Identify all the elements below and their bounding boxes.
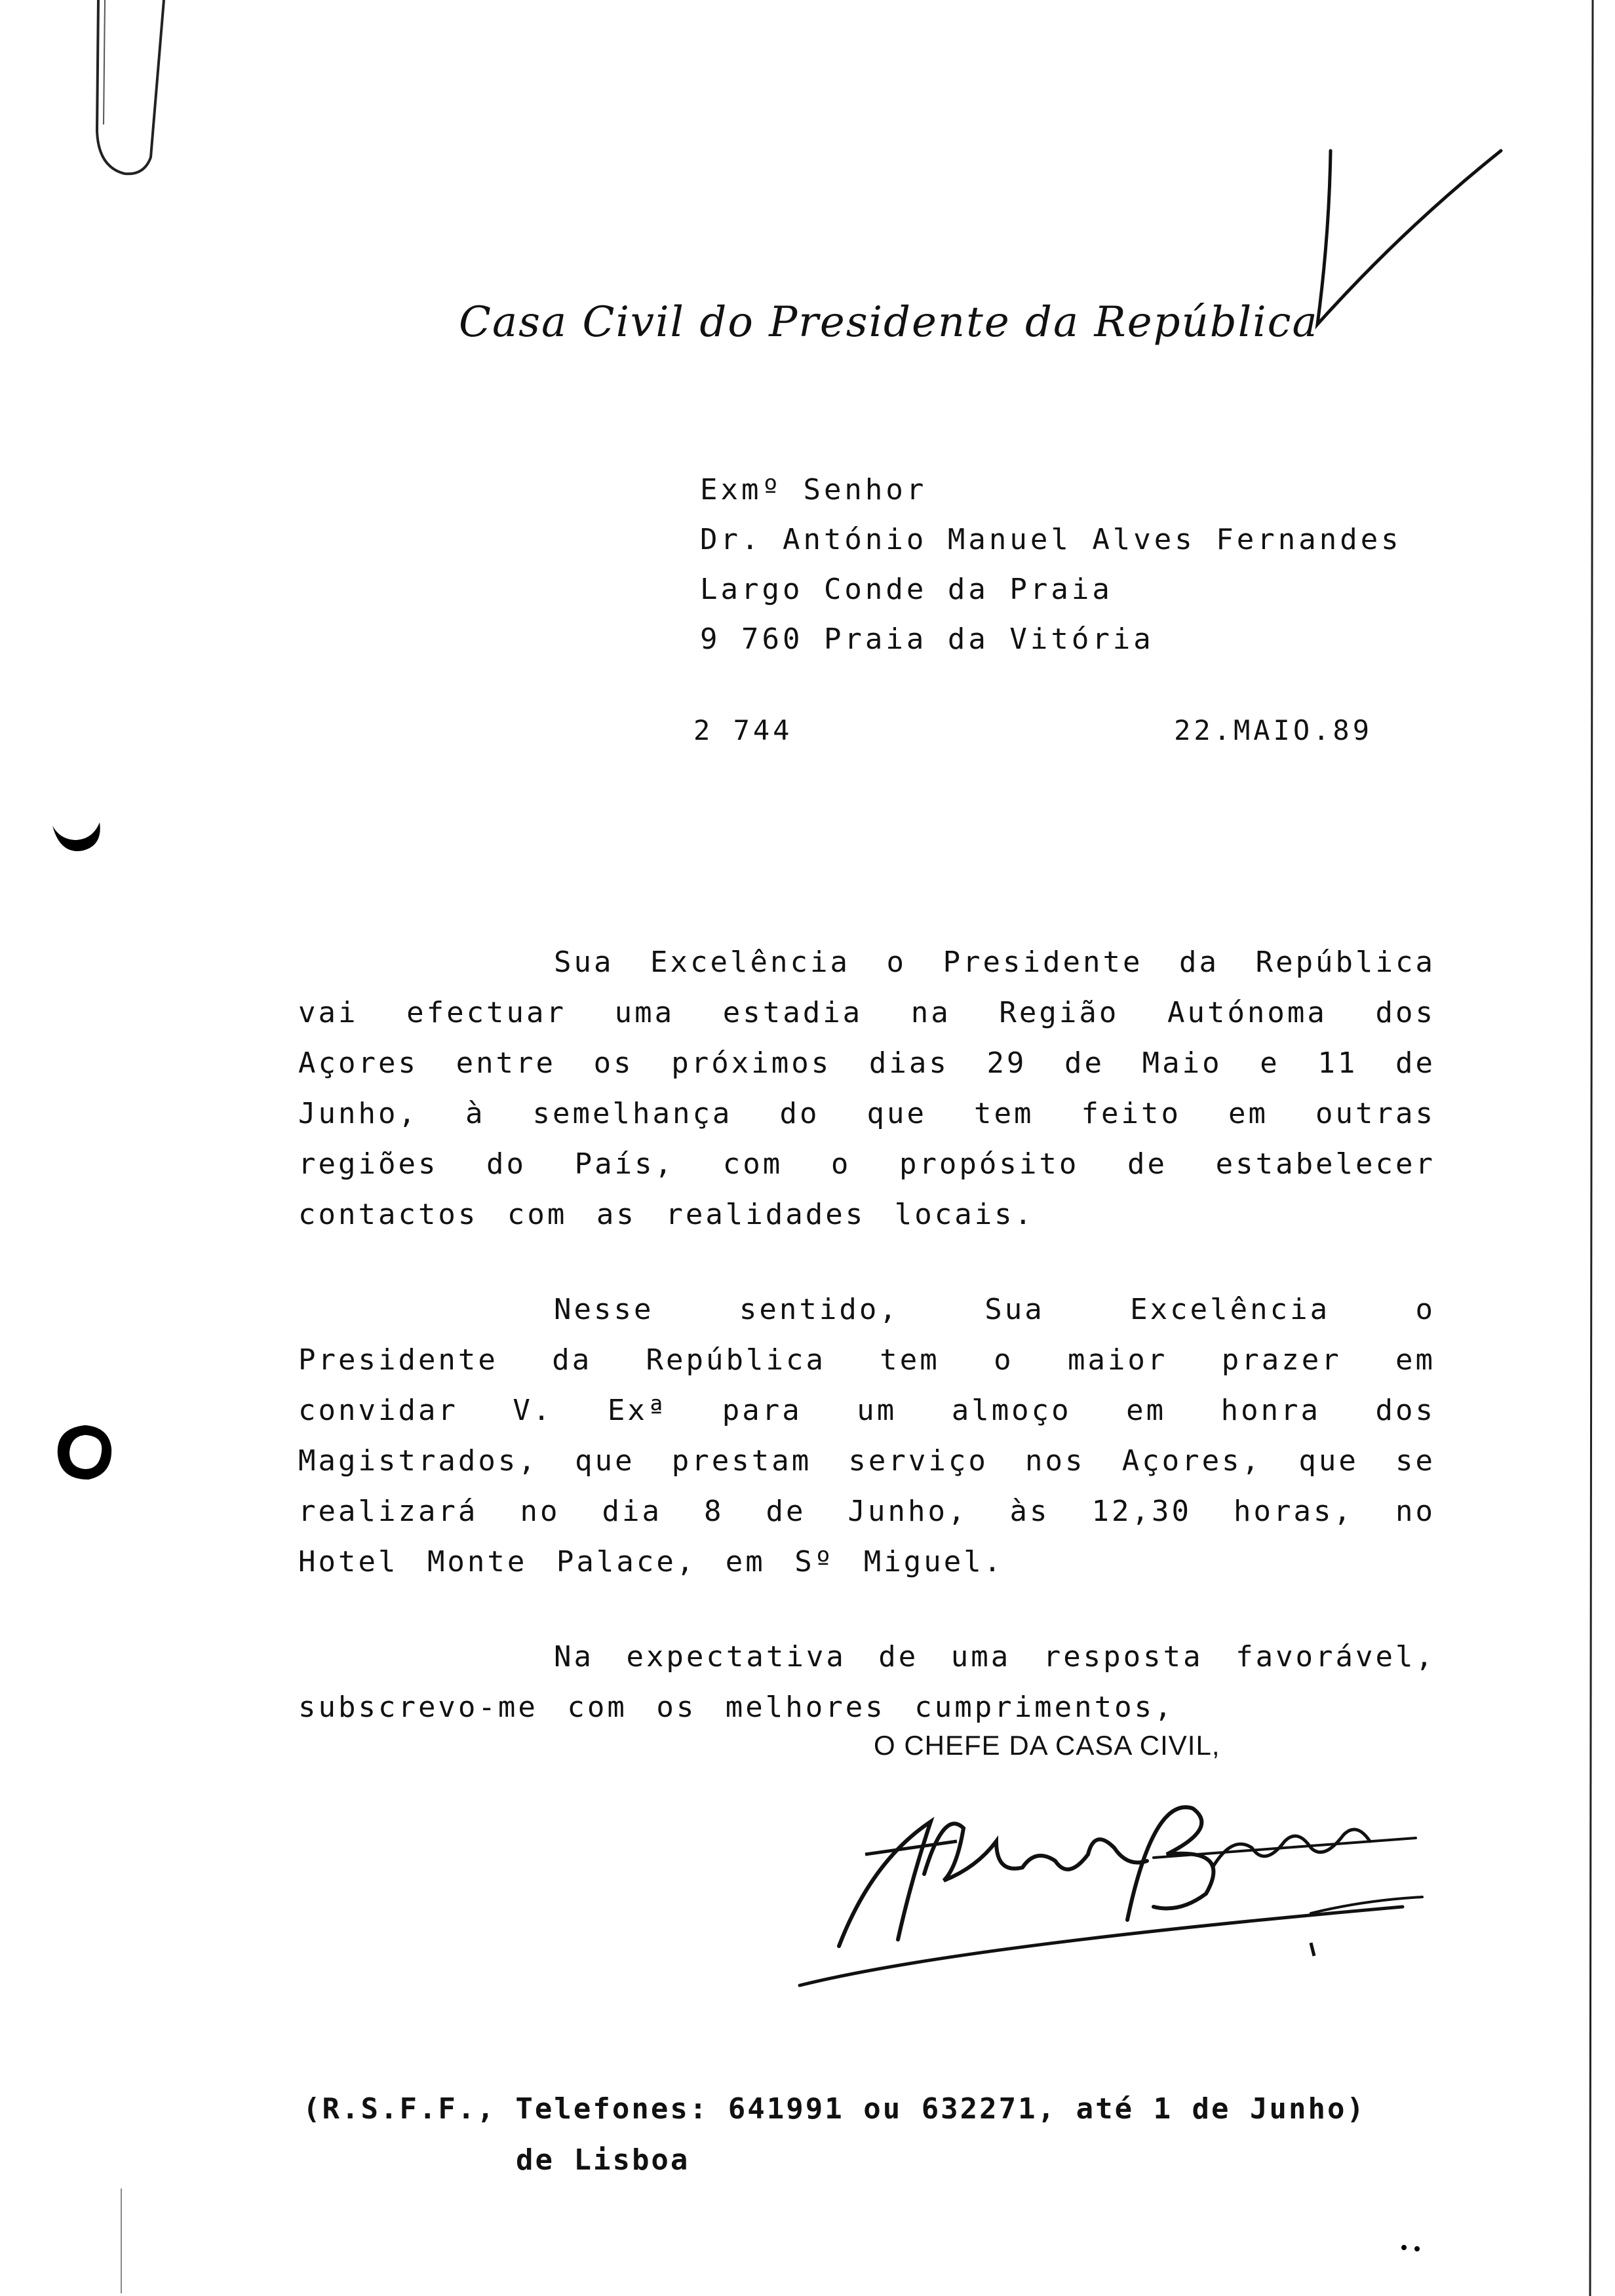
punch-hole-bottom	[52, 1422, 118, 1484]
letter-date: 22.MAIO.89	[1174, 714, 1372, 746]
recipient-salutation: Exmº Senhor	[700, 473, 927, 507]
letterhead: Casa Civil do Presidente da República	[459, 298, 1319, 347]
margin-line	[118, 2189, 125, 2293]
closing-title: O CHEFE DA CASA CIVIL,	[874, 1730, 1220, 1761]
clip-mark	[79, 0, 170, 183]
recipient-name: Dr. António Manuel Alves Fernandes	[700, 523, 1402, 556]
paragraph-2: Nesse sentido, Sua Excelência o Presidente da República tem o maior prazer em convidar V. Exª para um almoço em honra dos Magistrados, que prestam serviço nos Açores, que se realizará no dia 8 de Junho, às 12,30 horas, no Hotel Monte Palace, em Sº Miguel.	[298, 1293, 1435, 1578]
footer-line-2: de Lisboa	[516, 2143, 690, 2177]
page-edge-line	[1586, 0, 1599, 2296]
recipient-city: 9 760 Praia da Vitória	[700, 622, 1154, 656]
paragraph-3: Na expectativa de uma resposta favorável, subscrevo-me com os melhores cumprimentos,	[298, 1640, 1435, 1724]
letter-body	[298, 937, 1435, 1777]
paragraph-1: Sua Excelência o Presidente da República vai efectuar uma estadia na Região Autónoma dos Açores entre os próximos dias 29 de Maio e 11 de Junho, à semelhança do que tem feito em outras regiões do País, com o propósito de estabelecer contactos com as realidades locais.	[298, 946, 1435, 1231]
corner-dots	[1396, 2241, 1429, 2254]
reference-number: 2 744	[693, 714, 793, 746]
recipient-street: Largo Conde da Praia	[700, 573, 1113, 606]
footer-note	[303, 2084, 1366, 2186]
check-mark	[1304, 138, 1514, 334]
punch-hole-top	[47, 806, 106, 858]
signature	[760, 1769, 1442, 1992]
footer-line-1: (R.S.F.F., Telefones: 641991 ou 632271, até 1 de Junho)	[303, 2092, 1366, 2126]
recipient-address	[700, 465, 1402, 664]
